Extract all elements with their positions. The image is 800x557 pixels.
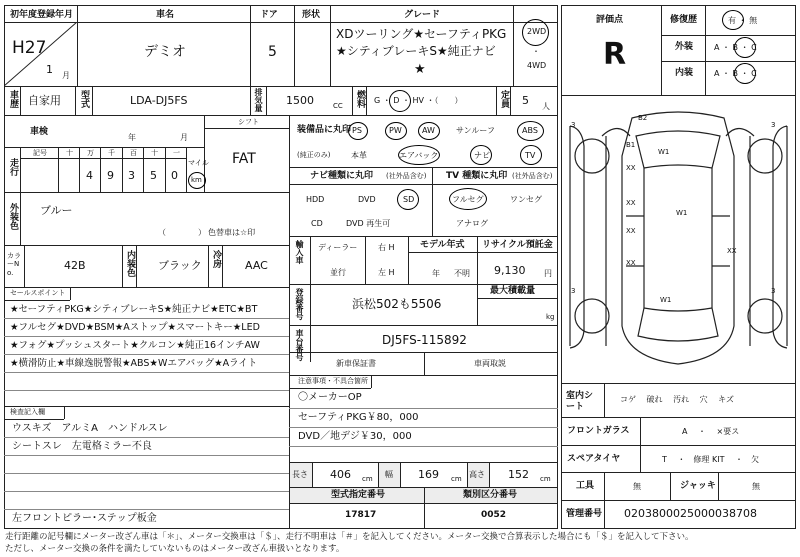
nav-type-sub: (社外品含む) bbox=[386, 172, 427, 180]
grade-line2: ★シティブレーキS★純正ナビ bbox=[336, 44, 496, 58]
mileage-col-3: 千 bbox=[108, 149, 115, 157]
car-name: デミオ bbox=[144, 44, 186, 60]
diagram-side-4: 3 bbox=[771, 287, 776, 295]
mileage-col-4: 百 bbox=[130, 149, 137, 157]
equip-airbag: エアバック bbox=[399, 151, 439, 160]
mileage-col-0: 記号 bbox=[33, 149, 47, 157]
mileage-col-1: 十 bbox=[66, 149, 73, 157]
inspector-line-2: シートスレ 左電格ミラー不良 bbox=[12, 441, 152, 452]
month-unit: 月 bbox=[62, 71, 70, 80]
equipment-sub: (純正のみ) bbox=[297, 151, 331, 159]
length: 406 bbox=[330, 468, 351, 481]
width-cm: cm bbox=[451, 475, 462, 483]
mgmt: 0203800025000038708 bbox=[624, 507, 757, 520]
nav-sd: SD bbox=[403, 195, 415, 204]
type-no-label: 型式指定番号 bbox=[331, 490, 386, 500]
grade-line1: XDツーリング★セーフティPKG bbox=[336, 27, 507, 41]
jack: 無 bbox=[752, 482, 760, 491]
usage: 自家用 bbox=[28, 94, 61, 107]
nav-type-label: ナビ種類に丸印 bbox=[310, 171, 374, 181]
displacement-label: 排気量 bbox=[254, 88, 263, 112]
import-parallel: 並行 bbox=[330, 268, 346, 277]
fuel: G ・ D ・ HV ・（ ） bbox=[374, 96, 463, 105]
sales-line-3: ★フォグ★プッシュスタート★クルコン★純正16インチAW bbox=[10, 340, 260, 351]
ac: AAC bbox=[245, 259, 268, 272]
notes-line-1: 〇メーカーOP bbox=[298, 392, 362, 403]
notes-label: 注意事項・不具合箇所 bbox=[298, 377, 368, 385]
mileage-digit-3: 3 bbox=[128, 169, 135, 182]
height-cm: cm bbox=[540, 475, 551, 483]
glass-label: フロントガラス bbox=[567, 426, 630, 436]
class-no-label: 類別区分番号 bbox=[463, 490, 518, 500]
color-value: ブルー bbox=[40, 204, 73, 217]
diagram-label-xx5: XX bbox=[727, 247, 737, 255]
mileage-digit-1: 4 bbox=[86, 169, 93, 182]
diagram-label-b2: B2 bbox=[638, 114, 648, 122]
score: R bbox=[603, 37, 627, 72]
model-year-unit: 年 bbox=[432, 269, 440, 278]
diagram-label-b1: B1 bbox=[626, 141, 636, 149]
model: LDA-DJ5FS bbox=[130, 94, 188, 107]
km-label: km bbox=[191, 176, 202, 184]
inspection-month: 月 bbox=[180, 133, 188, 142]
equipment-label: 装備品に丸印 bbox=[297, 125, 352, 135]
color-label: 外装色 bbox=[8, 203, 18, 230]
exterior-grade: A ・ B ・ C bbox=[714, 43, 757, 52]
mile-label: マイル bbox=[188, 159, 209, 167]
car-damage-diagram bbox=[562, 96, 795, 380]
sales-label: セールスポイント bbox=[10, 289, 66, 297]
interior-color: ブラック bbox=[158, 259, 202, 272]
tv-type-label: TV 種類に丸印 bbox=[446, 171, 508, 181]
inspector-line-1: ウスキズ アルミA ハンドルスレ bbox=[12, 423, 168, 434]
import-dealer: ディーラー bbox=[318, 243, 358, 252]
capacity: 5 bbox=[522, 94, 529, 107]
model-year-label: モデル年式 bbox=[420, 240, 465, 250]
mileage-digit-2: 9 bbox=[107, 169, 114, 182]
type-no: 17817 bbox=[345, 510, 377, 520]
repair: 有 ・ 無 bbox=[728, 16, 758, 25]
chassis: DJ5FS-115892 bbox=[382, 333, 467, 347]
mileage-col-5: 十 bbox=[151, 149, 158, 157]
score-label: 評価点 bbox=[596, 15, 624, 25]
length-label: 長さ bbox=[292, 470, 308, 479]
tv-analog: アナログ bbox=[456, 219, 488, 228]
capacity-label: 定員 bbox=[499, 90, 509, 108]
diagram-label-xx4: XX bbox=[626, 259, 636, 267]
recycle-label: リサイクル預託金 bbox=[482, 240, 553, 250]
warranty: 新車保証書 bbox=[336, 359, 376, 368]
equip-pw: PW bbox=[389, 126, 402, 135]
sales-line-4: ★横滑防止★車線逸脱警報★ABS★Wエアバッグ★Aライト bbox=[10, 358, 258, 369]
inspector-label: 検査記入欄 bbox=[10, 408, 45, 416]
diagram-side-3: 3 bbox=[571, 287, 576, 295]
color-paren: （ ） bbox=[158, 228, 206, 237]
doors: 5 bbox=[268, 44, 277, 60]
mgmt-label: 管理番号 bbox=[566, 509, 603, 519]
tv-type-sub: (社外品含む) bbox=[512, 172, 553, 180]
registration-label: 登録番号 bbox=[295, 288, 304, 320]
kg-unit: kg bbox=[546, 313, 555, 321]
tool: 無 bbox=[633, 482, 641, 491]
diagram-side-1: 3 bbox=[571, 121, 576, 129]
spare: T ・ 修理 KIT ・ 欠 bbox=[662, 455, 760, 464]
max-load-label: 最大積載量 bbox=[490, 286, 536, 296]
registration: 浜松502も5506 bbox=[352, 297, 442, 311]
drive-dot: ・ bbox=[532, 47, 540, 56]
mileage-col-2: 万 bbox=[87, 149, 94, 157]
exterior-label: 外装 bbox=[675, 42, 694, 52]
diagram-label-w1a: W1 bbox=[658, 148, 670, 156]
equip-abs: ABS bbox=[522, 126, 538, 135]
nav-hdd: HDD bbox=[306, 195, 325, 204]
drive-2wd: 2WD bbox=[527, 27, 547, 36]
displacement: 1500 bbox=[286, 94, 314, 107]
shape-label: 形状 bbox=[302, 10, 321, 20]
notes-line-3: DVD／地デジ￥30，000 bbox=[298, 431, 412, 442]
inspection-year: 年 bbox=[128, 133, 136, 142]
tool-label: 工具 bbox=[576, 481, 595, 491]
model-label: 型式 bbox=[79, 90, 89, 108]
reg-year-label: 初年度登録年月 bbox=[10, 10, 74, 20]
tv-fullseg: フルセグ bbox=[452, 195, 484, 204]
manual: 車両取説 bbox=[474, 359, 506, 368]
seat-label: 室内シート bbox=[566, 391, 594, 412]
seat-items: コゲ 破れ 汚れ 穴 キズ bbox=[620, 395, 735, 404]
width: 169 bbox=[418, 468, 439, 481]
mileage-digit-4: 5 bbox=[150, 169, 157, 182]
equip-leather: 本革 bbox=[351, 151, 367, 160]
usage-label: 車歴 bbox=[8, 90, 18, 108]
interior-label: 内装 bbox=[675, 68, 694, 78]
person-unit: 人 bbox=[542, 102, 550, 111]
color-code-label: カラーNo. bbox=[7, 252, 21, 277]
equip-nav: ナビ bbox=[474, 151, 490, 160]
width-label: 幅 bbox=[385, 470, 393, 479]
grade-label: グレード bbox=[404, 10, 441, 20]
equip-sunroof: サンルーフ bbox=[456, 126, 495, 135]
diagram-label-xx3: XX bbox=[626, 227, 636, 235]
nav-cd: CD bbox=[311, 219, 323, 228]
tv-oneseg: ワンセグ bbox=[510, 195, 542, 204]
import-label: 輸入車 bbox=[295, 240, 304, 264]
exterior-circle-mark bbox=[734, 37, 756, 58]
color-change: 色替車は☆印 bbox=[208, 228, 256, 237]
interior-grade: A ・ B ・ C bbox=[714, 69, 757, 78]
import-left-h: 左 H bbox=[378, 268, 395, 277]
jack-label: ジャッキ bbox=[680, 481, 716, 491]
diagram-label-w1b: W1 bbox=[676, 209, 688, 217]
repair-circle-mark bbox=[722, 10, 744, 30]
fuel-label: 燃料 bbox=[355, 90, 365, 108]
equip-tv: TV bbox=[525, 151, 536, 160]
cc-unit: CC bbox=[333, 102, 343, 110]
length-cm: cm bbox=[362, 475, 373, 483]
fuel-circle-mark bbox=[389, 90, 411, 112]
inspector-line-5: 左フロントピラー･ステップ板金 bbox=[12, 513, 157, 524]
interior-circle-mark bbox=[734, 63, 756, 84]
footer-line-2: ただし、メーター交換の条件を満たしていないものはメーター改ざん車扱いとなります。 bbox=[5, 544, 345, 554]
repair-label: 修復歴 bbox=[670, 15, 698, 25]
mileage-label: 走行 bbox=[8, 158, 18, 176]
nav-dvd-play: DVD 再生可 bbox=[346, 219, 391, 228]
recycle: 9,130 bbox=[494, 264, 526, 277]
car-name-label: 車名 bbox=[156, 10, 175, 20]
reg-month: 1 bbox=[46, 63, 53, 76]
equip-aw: AW bbox=[422, 126, 435, 135]
mileage-col-6: 一 bbox=[173, 149, 180, 157]
door-label: ドア bbox=[260, 10, 278, 20]
reg-era: H27 bbox=[12, 38, 47, 58]
inspection-label: 車検 bbox=[30, 127, 49, 137]
footer-line-1: 走行距離の記号欄にメーター改ざん車は「＊」、メーター交換車は「＄」、走行不明車は「＃」を記入してください。メーター交換で合算表示した場合にも「＄」を記入して下さい。 bbox=[5, 532, 694, 542]
diagram-label-w1c: W1 bbox=[660, 296, 672, 304]
class-no: 0052 bbox=[481, 510, 507, 520]
diagram-label-xx1: XX bbox=[626, 164, 636, 172]
interior-color-label: 内装色 bbox=[125, 250, 135, 277]
height: 152 bbox=[508, 468, 529, 481]
yen-unit: 円 bbox=[544, 269, 552, 278]
shift-label: シフト bbox=[238, 118, 259, 126]
equip-ps: PS bbox=[352, 126, 362, 135]
nav-dvd: DVD bbox=[358, 195, 376, 204]
color-code: 42B bbox=[64, 259, 86, 272]
height-label: 高さ bbox=[469, 470, 485, 479]
grade-line3: ★ bbox=[414, 62, 426, 77]
import-right-h: 右 H bbox=[378, 243, 395, 252]
sales-line-1: ★セーフティPKG★シティブレーキS★純正ナビ★ETC★BT bbox=[10, 304, 258, 315]
model-year-unknown: 不明 bbox=[454, 269, 470, 278]
ac-label: 冷房 bbox=[211, 250, 221, 268]
chassis-label: 車台番号 bbox=[295, 329, 304, 361]
diagram-label-xx2: XX bbox=[626, 199, 636, 207]
drive-4wd: 4WD bbox=[527, 61, 547, 70]
diagram-side-2: 3 bbox=[771, 121, 776, 129]
shift: FAT bbox=[232, 151, 256, 167]
mileage-digit-5: 0 bbox=[171, 169, 178, 182]
sales-line-2: ★フルセグ★DVD★BSM★Aストップ★スマートキー★LED bbox=[10, 322, 260, 333]
glass: A ・ ×要ス bbox=[682, 427, 740, 436]
spare-label: スペアタイヤ bbox=[567, 454, 621, 464]
notes-line-2: セーフティPKG￥80，000 bbox=[298, 412, 419, 423]
